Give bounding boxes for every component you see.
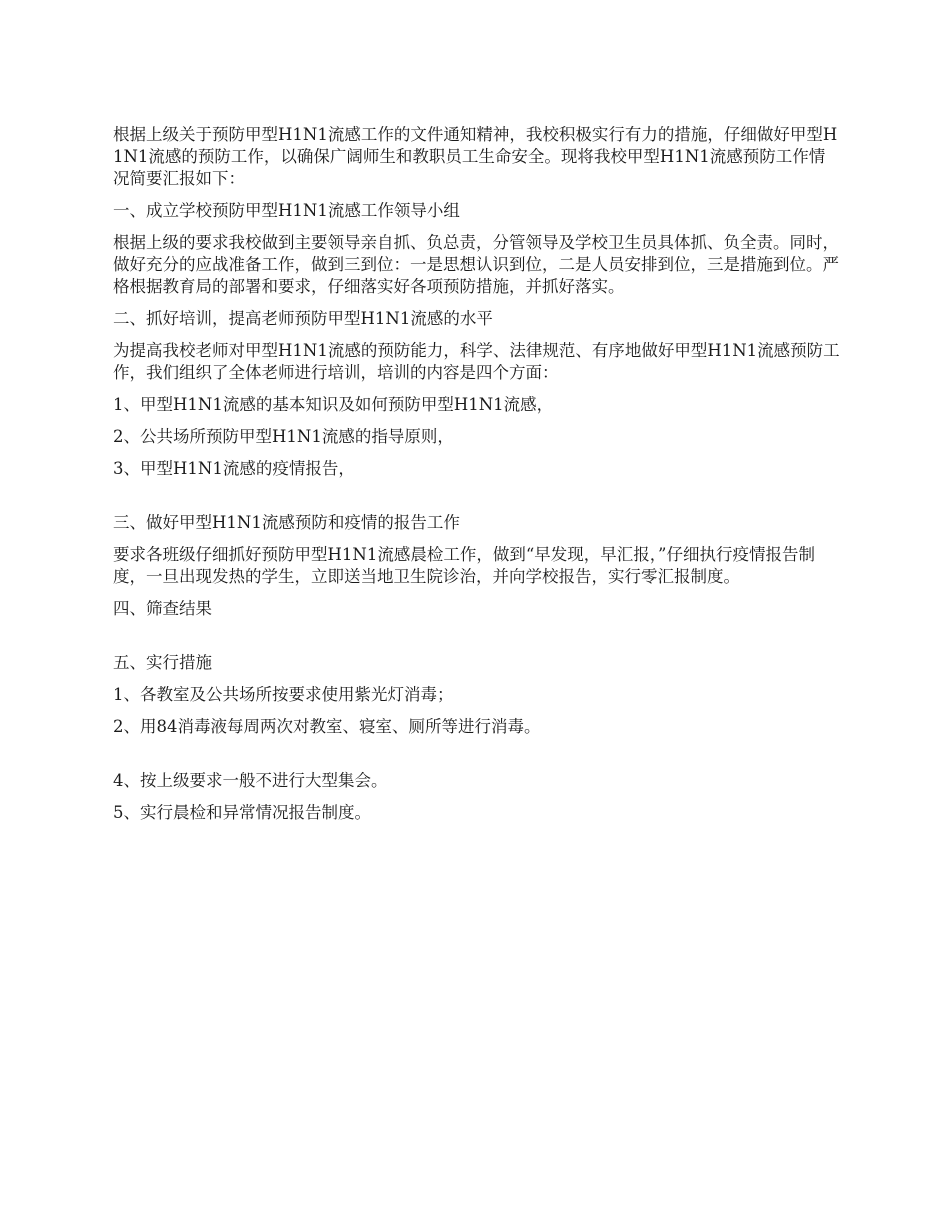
intro-paragraph: 根据上级关于预防甲型H1N1流感工作的文件通知精神，我校积极实行有力的措施，仔细做好甲型H1N1流感的预防工作，以确保广阔师生和教职员工生命安全。现将我校甲型H1N1流感预防工作情况简要汇报如下： xyxy=(113,125,838,188)
list-item: 5、实行晨检和异常情况报告制度。 xyxy=(113,803,371,822)
list-item: 1、甲型H1N1流感的基本知识及如何预防甲型H1N1流感， xyxy=(113,395,554,414)
list-item: 3、甲型H1N1流感的疫情报告， xyxy=(113,459,355,478)
blank-line xyxy=(113,748,841,770)
section-heading-2: 二、抓好培训，提高老师预防甲型H1N1流感的水平 xyxy=(113,309,493,328)
blank-line xyxy=(113,630,841,652)
section-1-paragraph: 根据上级的要求我校做到主要领导亲自抓、负总责，分管领导及学校卫生员具体抓、负全责。同时，做好充分的应战准备工作，做到三到位：一是思想认识到位，二是人员安排到位，三是措施到位。严格根据教育局的部署和要求，仔细落实好各项预防措施，并抓好落实。 xyxy=(113,233,839,296)
list-item: 1、各教室及公共场所按要求使用紫光灯消毒； xyxy=(113,685,454,704)
list-item: 2、公共场所预防甲型H1N1流感的指导原则， xyxy=(113,427,454,446)
list-item: 2、用84消毒液每周两次对教室、寝室、厕所等进行消毒。 xyxy=(113,717,541,736)
section-heading-1: 一、成立学校预防甲型H1N1流感工作领导小组 xyxy=(113,201,460,220)
list-item: 4、按上级要求一般不进行大型集会。 xyxy=(113,771,388,790)
section-heading-5: 五、实行措施 xyxy=(113,653,212,672)
section-heading-3: 三、做好甲型H1N1流感预防和疫情的报告工作 xyxy=(113,513,460,532)
section-2-paragraph: 为提高我校老师对甲型H1N1流感的预防能力，科学、法律规范、有序地做好甲型H1N1流感预防工作，我们组织了全体老师进行培训，培训的内容是四个方面： xyxy=(113,341,840,382)
document-body xyxy=(113,124,841,834)
blank-line xyxy=(113,490,841,512)
section-heading-4: 四、筛查结果 xyxy=(113,599,212,618)
section-3-paragraph: 要求各班级仔细抓好预防甲型H1N1流感晨检工作，做到“早发现，早汇报，”仔细执行疫情报告制度，一旦出现发热的学生，立即送当地卫生院诊治，并向学校报告，实行零汇报制度。 xyxy=(113,545,815,586)
